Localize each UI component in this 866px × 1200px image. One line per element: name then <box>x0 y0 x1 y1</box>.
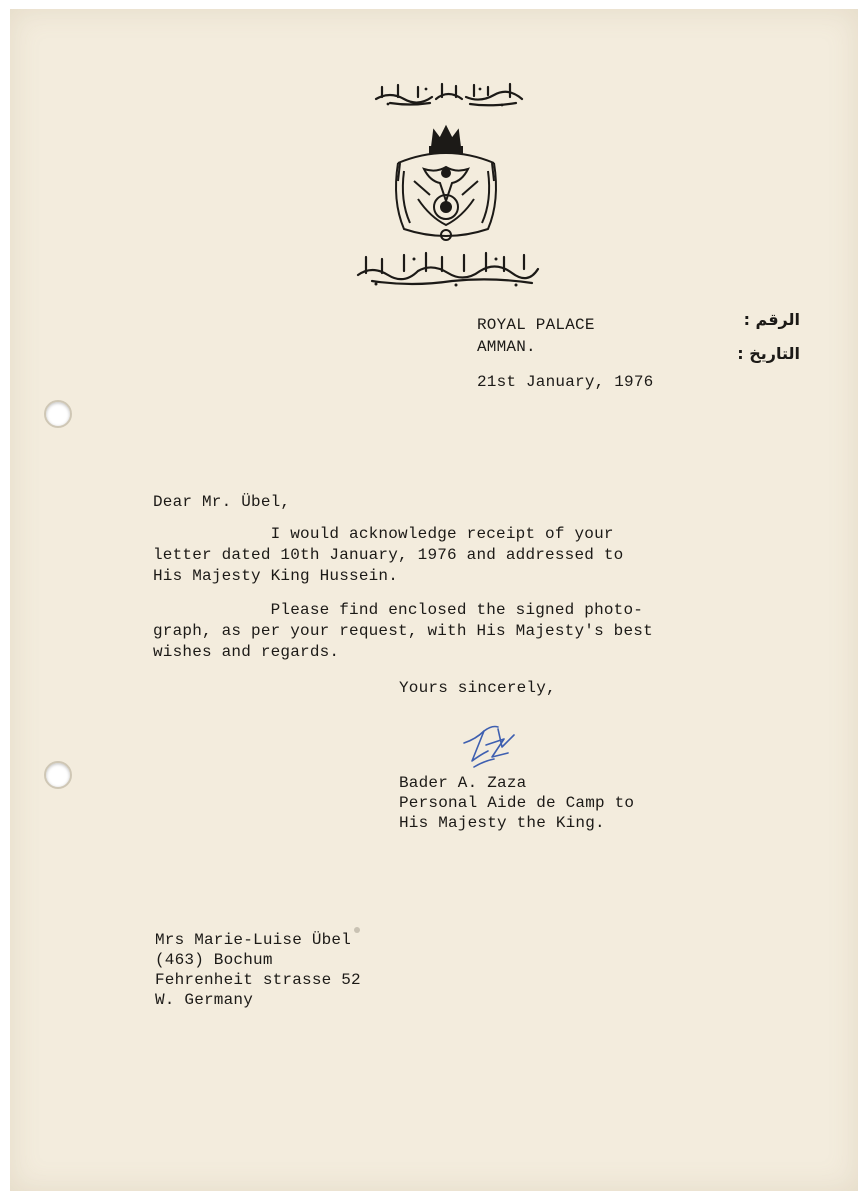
sender-address-line-2: AMMAN. <box>477 338 536 356</box>
bismillah-calligraphy-icon <box>370 81 530 107</box>
salutation: Dear Mr. Übel, <box>153 493 291 511</box>
letter-sheet <box>10 9 858 1191</box>
recipient-address-line-2: (463) Bochum <box>155 951 273 969</box>
royal-court-calligraphy-icon <box>352 249 542 289</box>
body-paragraph-2-line-2: graph, as per your request, with His Majesty's best <box>153 622 653 640</box>
body-paragraph-2-line-3: wishes and regards. <box>153 643 340 661</box>
punch-hole-top <box>44 400 72 428</box>
recipient-address-line-4: W. Germany <box>155 991 254 1009</box>
sender-address-line-1: ROYAL PALACE <box>477 316 595 334</box>
signatory-title-line-1: Personal Aide de Camp to <box>399 794 635 812</box>
signature-icon <box>458 721 530 773</box>
body-paragraph-1-line-1: I would acknowledge receipt of your <box>153 525 614 543</box>
reference-number-label: الرقم : <box>743 310 800 329</box>
body-paragraph-2-line-1: Please find enclosed the signed photo- <box>153 601 644 619</box>
date-label: التاريخ : <box>737 344 800 363</box>
recipient-address-line-1: Mrs Marie-Luise Übel <box>155 931 352 949</box>
punch-hole-bottom <box>44 761 72 789</box>
letter-date: 21st January, 1976 <box>477 373 654 391</box>
body-paragraph-1-line-3: His Majesty King Hussein. <box>153 567 399 585</box>
closing: Yours sincerely, <box>399 679 556 697</box>
ink-smudge <box>354 927 360 933</box>
recipient-address-line-3: Fehrenheit strasse 52 <box>155 971 361 989</box>
signatory-name: Bader A. Zaza <box>399 774 527 792</box>
signatory-title-line-2: His Majesty the King. <box>399 814 605 832</box>
hashemite-coat-of-arms-icon <box>390 121 502 247</box>
body-paragraph-1-line-2: letter dated 10th January, 1976 and addressed to <box>153 546 624 564</box>
